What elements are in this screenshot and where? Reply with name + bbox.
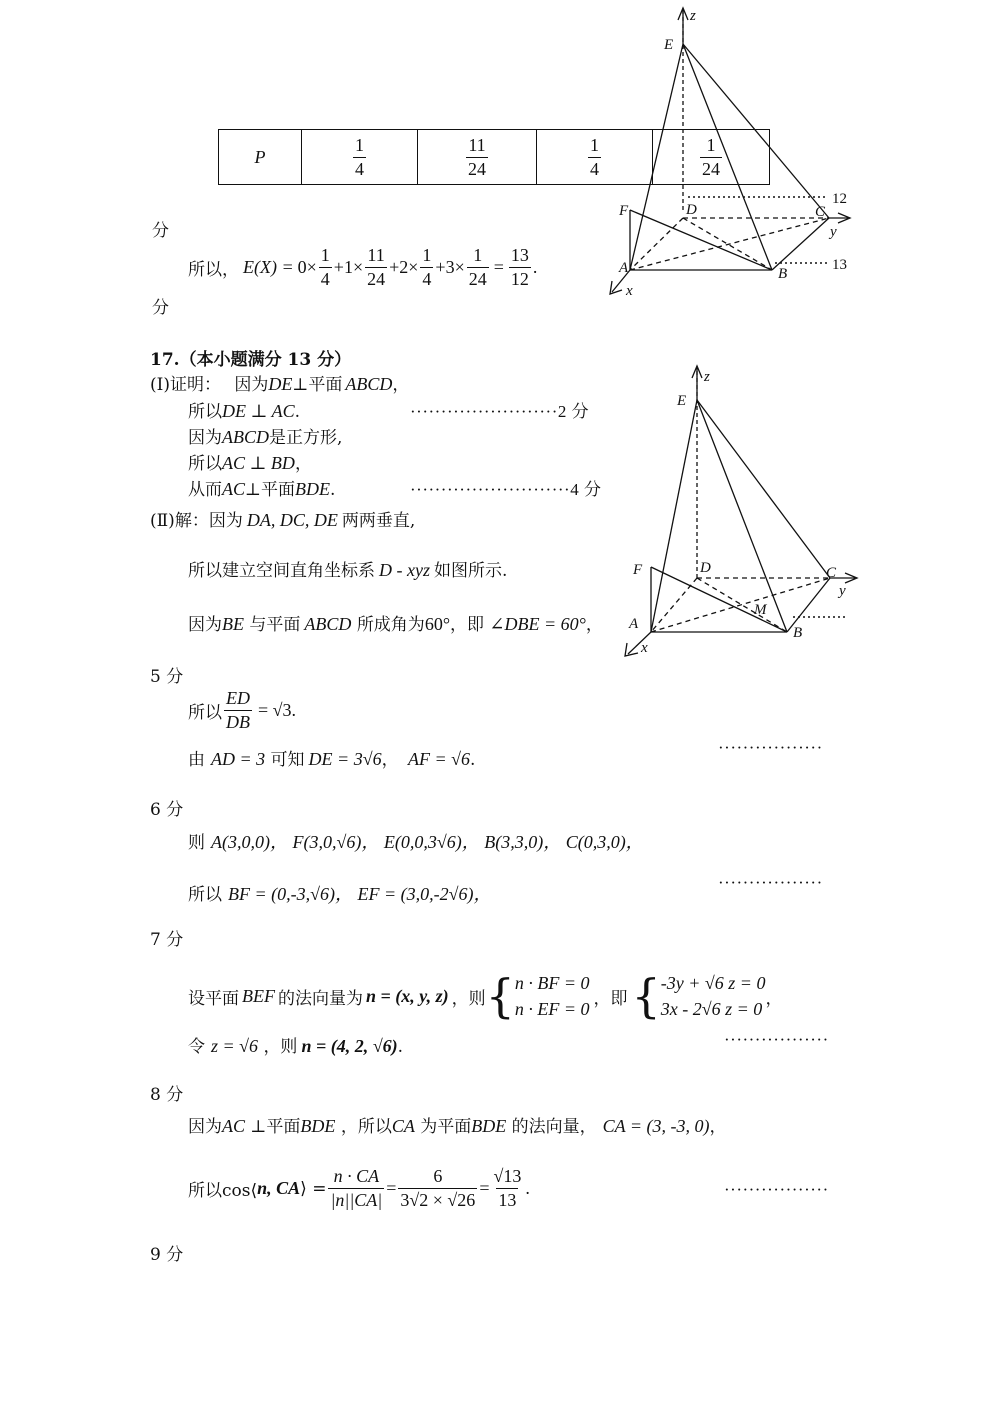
system-1-brace: { xyxy=(485,969,515,1023)
score-9: 9 分 xyxy=(150,1245,184,1265)
margin-number-12: 12 xyxy=(832,191,847,207)
figure1-label-B: B xyxy=(778,266,788,282)
figure1-label-x: x xyxy=(626,283,633,299)
system-2: -3y + √6 z = 0 3x - 2√6 z = 0 xyxy=(660,973,766,1019)
figure1-label-y: y xyxy=(830,224,837,240)
table-cell-p3: $\frac{1}{24}$ xyxy=(653,130,770,185)
system-1: n · BF = 0 n · EF = 0 xyxy=(514,973,590,1019)
part2-line8: 设平面 BEF 的法向量为 n = (x, y, z) ，则 { n · BF = 0 n · EF = 0 ，即 { -3y + √6 z = 0 3x - 2√6 z = 0 ， xyxy=(188,969,783,1023)
score-fen-2: 分 xyxy=(152,298,169,318)
part2-line11: 所以cos⟨ n, CA ⟩ = $\frac{n \cdot CA}{|n||CA|}$ = $\frac{6}{3√2 \times √26}$ = $\frac{√13}{13}$ . xyxy=(188,1166,530,1210)
figure2-label-A: A xyxy=(629,616,639,632)
score-7: 7 分 xyxy=(150,930,184,950)
score-fen-1: 分 xyxy=(152,221,169,241)
score-2: ························2 分 xyxy=(410,402,590,421)
figure2-label-M: M xyxy=(754,602,767,618)
figure1-label-E: E xyxy=(664,37,674,53)
score-4: ··························4 分 xyxy=(410,480,602,499)
part1-line4: 所以AC ⊥ BD， xyxy=(188,453,312,474)
figure1-label-C: C xyxy=(815,204,826,220)
part1-line5: 从而AC⊥平面BDE. xyxy=(188,479,336,500)
system-2-brace: { xyxy=(631,969,661,1023)
figure2-label-z: z xyxy=(704,369,710,385)
score-8-dots: ················· xyxy=(724,1030,829,1049)
score-6-dots: ················· xyxy=(718,738,823,757)
table-cell-p-label: P xyxy=(219,130,302,185)
part2-line2: 所以建立空间直角坐标系 D - xyz 如图所示. xyxy=(188,560,508,581)
part2-line6: 则 A(3,0,0)， F(3,0,√6)， E(0,0,3√6)， B(3,3,0)， C(0,3,0)， xyxy=(188,832,644,853)
part2-line9: 令 z = √6 ，则 n = (4, 2, √6). xyxy=(188,1036,403,1057)
part2-line7: 所以 BF = (0,-3,√6)， EF = (3,0,-2√6)， xyxy=(188,884,492,905)
score-6: 6 分 xyxy=(150,800,184,820)
question-17-heading: 17.（本小题满分 13 分） xyxy=(150,350,352,370)
part2-line5: 由 AD = 3 可知 DE = 3√6， AF = √6. xyxy=(188,749,476,770)
figure2-label-D: D xyxy=(700,560,711,576)
figure2-label-B: B xyxy=(793,625,803,641)
margin-number-13: 13 xyxy=(832,257,847,273)
figure2-label-x: x xyxy=(641,640,648,656)
figure1-label-A: A xyxy=(619,260,629,276)
part2-line3: 因为BE 与平面 ABCD 所成角为60°，即 ∠DBE = 60°， xyxy=(188,614,603,635)
figure1-label-z: z xyxy=(690,8,696,24)
part1-line2: 所以DE ⊥ AC. xyxy=(188,401,301,422)
table-cell-p1: $\frac{11}{24}$ xyxy=(418,130,537,185)
figure1-label-F: F xyxy=(619,203,629,219)
expectation-line: 所以， E(X) = 0× $\frac{1}{4}$ + 1× $\frac{11}{24}$ + 2× $\frac{1}{4}$ + 3× $\frac{1}{24}$ = $\frac{13}{12}$ . xyxy=(188,245,538,289)
part2-line4: 所以 $\frac{ED}{DB}$ = √3 . xyxy=(188,688,297,732)
part1-line1: (Ⅰ)证明： 因为DE⊥平面 ABCD， xyxy=(150,374,410,395)
figure2-label-C: C xyxy=(826,565,837,581)
part2-line10: 因为AC ⊥平面BDE ，所以CA 为平面BDE 的法向量， CA = (3, -3, 0)， xyxy=(188,1116,727,1137)
score-7-dots: ················· xyxy=(718,873,823,892)
score-9-dots: ················· xyxy=(724,1180,829,1199)
score-8: 8 分 xyxy=(150,1085,184,1105)
part2-line1: (Ⅱ)解：因为 DA, DC, DE 两两垂直, xyxy=(150,510,416,531)
figure2-label-F: F xyxy=(633,562,643,578)
pyramid-figure-2 xyxy=(0,0,1000,700)
table-cell-p0: $\frac{1}{4}$ xyxy=(302,130,418,185)
figure2-label-E: E xyxy=(677,393,687,409)
part1-line3: 因为ABCD是正方形, xyxy=(188,427,343,448)
table-cell-p2: $\frac{1}{4}$ xyxy=(537,130,653,185)
figure2-label-y: y xyxy=(839,583,846,599)
score-5: 5 分 xyxy=(150,667,184,687)
figure1-label-D: D xyxy=(686,202,697,218)
